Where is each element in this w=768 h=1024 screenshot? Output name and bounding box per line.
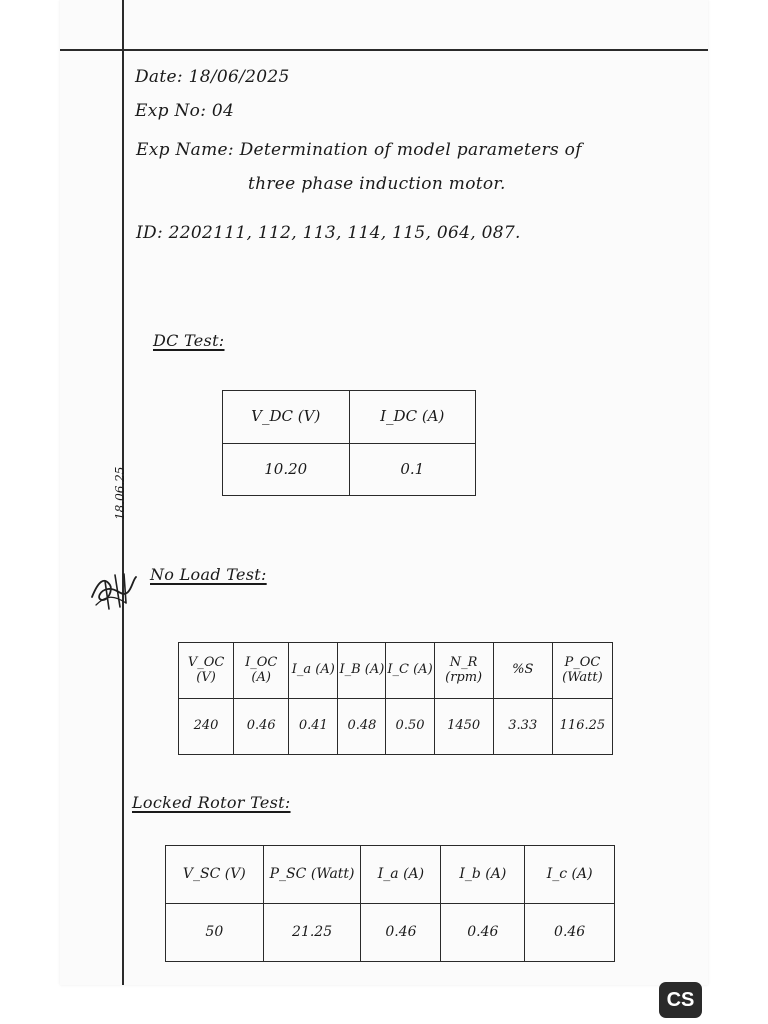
paper-top-rule (60, 49, 708, 51)
locked-rotor-value-cell: 0.46 (525, 904, 615, 962)
no-load-test-table (178, 642, 613, 755)
student-id-text: ID: 2202111, 112, 113, 114, 115, 064, 087. (136, 223, 521, 243)
no-load-value-cell: 1450 (434, 699, 493, 755)
locked-rotor-value-cell: 21.25 (263, 904, 361, 962)
no-load-value-cell: 0.46 (234, 699, 289, 755)
no-load-header-row (179, 643, 613, 699)
locked-rotor-data-row (166, 904, 615, 962)
no-load-header-cell: I_C (A) (386, 643, 434, 699)
no-load-test-heading: No Load Test: (150, 565, 267, 584)
dc-test-heading: DC Test: (153, 331, 225, 350)
signature-date: 18.06.25 (113, 466, 127, 520)
locked-rotor-header-cell: I_a (A) (361, 846, 441, 904)
dc-test-header-cell: V_DC (V) (223, 391, 350, 444)
experiment-name-line2: three phase induction motor. (248, 174, 506, 194)
locked-rotor-header-cell: I_b (A) (441, 846, 525, 904)
no-load-header-cell: I_OC (A) (234, 643, 289, 699)
camscanner-badge: CS (659, 982, 702, 1018)
dc-test-value-cell: 0.1 (349, 443, 476, 496)
no-load-data-row (179, 699, 613, 755)
no-load-value-cell: 0.41 (289, 699, 338, 755)
date-text: Date: 18/06/2025 (135, 67, 290, 87)
signature-mark (88, 562, 140, 612)
no-load-value-cell: 0.50 (386, 699, 434, 755)
locked-rotor-test-table (165, 845, 615, 962)
no-load-value-cell: 3.33 (493, 699, 552, 755)
no-load-header-cell: N_R (rpm) (434, 643, 493, 699)
no-load-header-cell: %S (493, 643, 552, 699)
no-load-header-cell: V_OC (V) (179, 643, 234, 699)
locked-rotor-value-cell: 0.46 (361, 904, 441, 962)
dc-test-table (222, 390, 476, 496)
dc-test-value-cell: 10.20 (223, 443, 350, 496)
locked-rotor-header-cell: P_SC (Watt) (263, 846, 361, 904)
experiment-name-line1: Exp Name: Determination of model parameters of (136, 140, 582, 160)
locked-rotor-value-cell: 0.46 (441, 904, 525, 962)
dc-test-data-row (223, 443, 476, 496)
no-load-value-cell: 0.48 (338, 699, 386, 755)
locked-rotor-header-row (166, 846, 615, 904)
no-load-value-cell: 116.25 (552, 699, 612, 755)
no-load-value-cell: 240 (179, 699, 234, 755)
no-load-header-cell: P_OC (Watt) (552, 643, 612, 699)
locked-rotor-test-heading: Locked Rotor Test: (132, 793, 291, 812)
experiment-number-text: Exp No: 04 (135, 101, 235, 121)
dc-test-header-row (223, 391, 476, 444)
locked-rotor-header-cell: I_c (A) (525, 846, 615, 904)
dc-test-header-cell: I_DC (A) (349, 391, 476, 444)
no-load-header-cell: I_B (A) (338, 643, 386, 699)
locked-rotor-value-cell: 50 (166, 904, 264, 962)
no-load-header-cell: I_a (A) (289, 643, 338, 699)
locked-rotor-header-cell: V_SC (V) (166, 846, 264, 904)
